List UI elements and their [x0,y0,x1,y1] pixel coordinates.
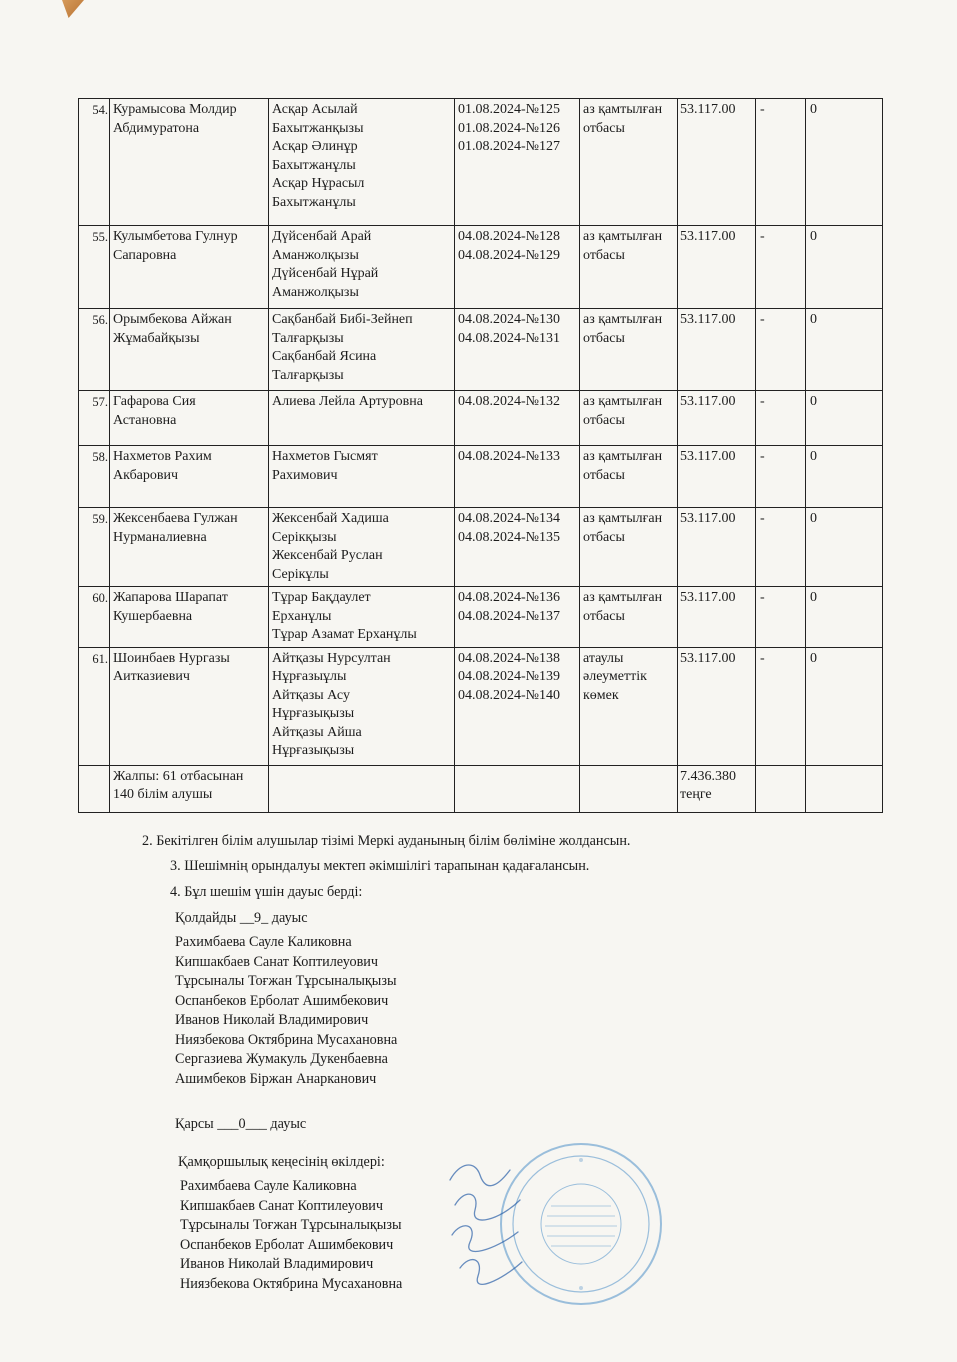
amount: 53.117.00 [678,508,756,587]
order-numbers: 04.08.2024-№133 [455,446,580,508]
total-label: Жалпы: 61 отбасынан 140 білім алушы [110,765,269,812]
amount: 53.117.00 [678,309,756,391]
total-empty-cell [79,765,110,812]
table-row [79,391,883,446]
children-names: Нахметов Гысмят Рахимович [269,446,455,508]
category: аз қамтылған отбасы [580,587,678,648]
zero-cell: 0 [806,99,883,226]
amount: 53.117.00 [678,446,756,508]
table-row [79,99,883,226]
zero-cell: 0 [806,587,883,648]
dash-cell: - [756,508,806,587]
order-numbers: 04.08.2024-№128 04.08.2024-№129 [455,226,580,309]
row-number: 58. [79,446,110,508]
total-row [79,765,883,812]
voter-name: Рахимбаева Сауле Каликовна [175,934,352,950]
total-empty-cell [580,765,678,812]
amount: 53.117.00 [678,99,756,226]
category: аз қамтылған отбасы [580,309,678,391]
order-numbers: 01.08.2024-№125 01.08.2024-№126 01.08.2024-№127 [455,99,580,226]
dash-cell: - [756,391,806,446]
children-names: Тұрар Бақдаулет Ерханұлы Тұрар Азамат Ерханұлы [269,587,455,648]
children-names: Жексенбай Хадиша Серікқызы Жексенбай Руслан Серікұлы [269,508,455,587]
category: аз қамтылған отбасы [580,226,678,309]
category: аз қамтылған отбасы [580,508,678,587]
council-member: Иванов Николай Владимирович [180,1256,374,1272]
amount: 53.117.00 [678,226,756,309]
total-empty-cell [756,765,806,812]
parent-name: Шоинбаев Нургазы Аитказиевич [110,647,269,765]
dash-cell: - [756,226,806,309]
category: атаулы әлеуметтік көмек [580,647,678,765]
voter-name: Оспанбеков Ерболат Ашимбекович [175,992,389,1009]
voter-name: Кипшакбаев Санат Коптилеуович [175,953,379,970]
council-list [180,1177,402,1294]
row-number: 60. [79,587,110,648]
row-number: 61. [79,647,110,765]
table-row [79,309,883,391]
table-row [79,647,883,765]
voter-name: Ашимбеков Біржан Анарканович [175,1070,377,1087]
parent-name: Гафарова Сия Астановна [110,391,269,446]
children-names: Сақбанбай Бибі-Зейнеп Талғарқызы Сақбанбай Ясина Талғарқызы [269,309,455,391]
children-names: Дүйсенбай Арай Аманжолқызы Дүйсенбай Нұрай Аманжолқызы [269,226,455,309]
zero-cell: 0 [806,647,883,765]
category: аз қамтылған отбасы [580,446,678,508]
row-number: 59. [79,508,110,587]
zero-cell: 0 [806,226,883,309]
dash-cell: - [756,647,806,765]
voters-list [175,933,397,1089]
parent-name: Курамысова Молдир Абдимуратона [110,99,269,226]
order-numbers: 04.08.2024-№134 04.08.2024-№135 [455,508,580,587]
total-empty-cell [806,765,883,812]
order-numbers: 04.08.2024-№136 04.08.2024-№137 [455,587,580,648]
parent-name: Орымбекова Айжан Жұмабайқызы [110,309,269,391]
row-number: 55. [79,226,110,309]
table-row [79,446,883,508]
children-names: Алиева Лейла Артуровна [269,391,455,446]
paragraph-3: 3. Шешімнің орындалуы мектеп әкімшілігі тарапынан қадағалансын. [170,858,590,874]
children-names: Айтқазы Нурсултан Нұрғазыұлы Айтқазы Асу Нұрғазықызы Айтқазы Айша Нұрғазықызы [269,647,455,765]
voter-name: Ниязбекова Октябрина Мусахановна [175,1031,398,1048]
dash-cell: - [756,309,806,391]
total-amount: 7.436.380 теңге [678,765,756,812]
parent-name: Нахметов Рахим Акбарович [110,446,269,508]
council-member: Кипшакбаев Санат Коптилеуович [180,1197,384,1214]
amount: 53.117.00 [678,647,756,765]
parent-name: Жексенбаева Гулжан Нурманалиевна [110,508,269,587]
council-heading: Қамқоршылық кеңесінің өкілдері: [178,1154,385,1170]
amount: 53.117.00 [678,391,756,446]
voter-name: Сергазиева Жумакуль Дукенбаевна [175,1051,388,1067]
row-number: 57. [79,391,110,446]
parent-name: Кулымбетова Гулнур Сапаровна [110,226,269,309]
recipients-table [78,98,883,813]
total-empty-cell [269,765,455,812]
total-empty-cell [455,765,580,812]
for-votes: Қолдайды __9_ дауыс [175,910,308,926]
category: аз қамтылған отбасы [580,391,678,446]
council-member: Тұрсыналы Тоғжан Тұрсыналықызы [180,1217,402,1233]
paragraph-2: 2. Бекітілген білім алушылар тізімі Меркі ауданының білім бөліміне жолдансын. [142,833,631,849]
row-number: 54. [79,99,110,226]
zero-cell: 0 [806,391,883,446]
dash-cell: - [756,99,806,226]
dash-cell: - [756,587,806,648]
voter-name: Тұрсыналы Тоғжан Тұрсыналықызы [175,973,397,989]
zero-cell: 0 [806,508,883,587]
order-numbers: 04.08.2024-№138 04.08.2024-№139 04.08.2024-№140 [455,647,580,765]
zero-cell: 0 [806,446,883,508]
category: аз қамтылған отбасы [580,99,678,226]
row-number: 56. [79,309,110,391]
voter-name: Иванов Николай Владимирович [175,1012,369,1028]
table-row [79,226,883,309]
against-votes: Қарсы ___0___ дауыс [175,1116,307,1132]
order-numbers: 04.08.2024-№132 [455,391,580,446]
table-row [79,508,883,587]
council-member: Оспанбеков Ерболат Ашимбекович [180,1236,394,1253]
page-corner-mark [62,0,84,18]
signatures [440,1150,530,1295]
parent-name: Жапарова Шарапат Кушербаевна [110,587,269,648]
council-member: Рахимбаева Сауле Каликовна [180,1178,357,1194]
table-row [79,587,883,648]
order-numbers: 04.08.2024-№130 04.08.2024-№131 [455,309,580,391]
dash-cell: - [756,446,806,508]
council-member: Ниязбекова Октябрина Мусахановна [180,1275,403,1292]
recipients-table-container [78,98,883,813]
paragraph-4: 4. Бұл шешім үшін дауыс берді: [170,884,363,900]
amount: 53.117.00 [678,587,756,648]
children-names: Асқар Асылай Бахытжанқызы Асқар Әлинұр Бахытжанұлы Асқар Нұрасыл Бахытжанұлы [269,99,455,226]
zero-cell: 0 [806,309,883,391]
